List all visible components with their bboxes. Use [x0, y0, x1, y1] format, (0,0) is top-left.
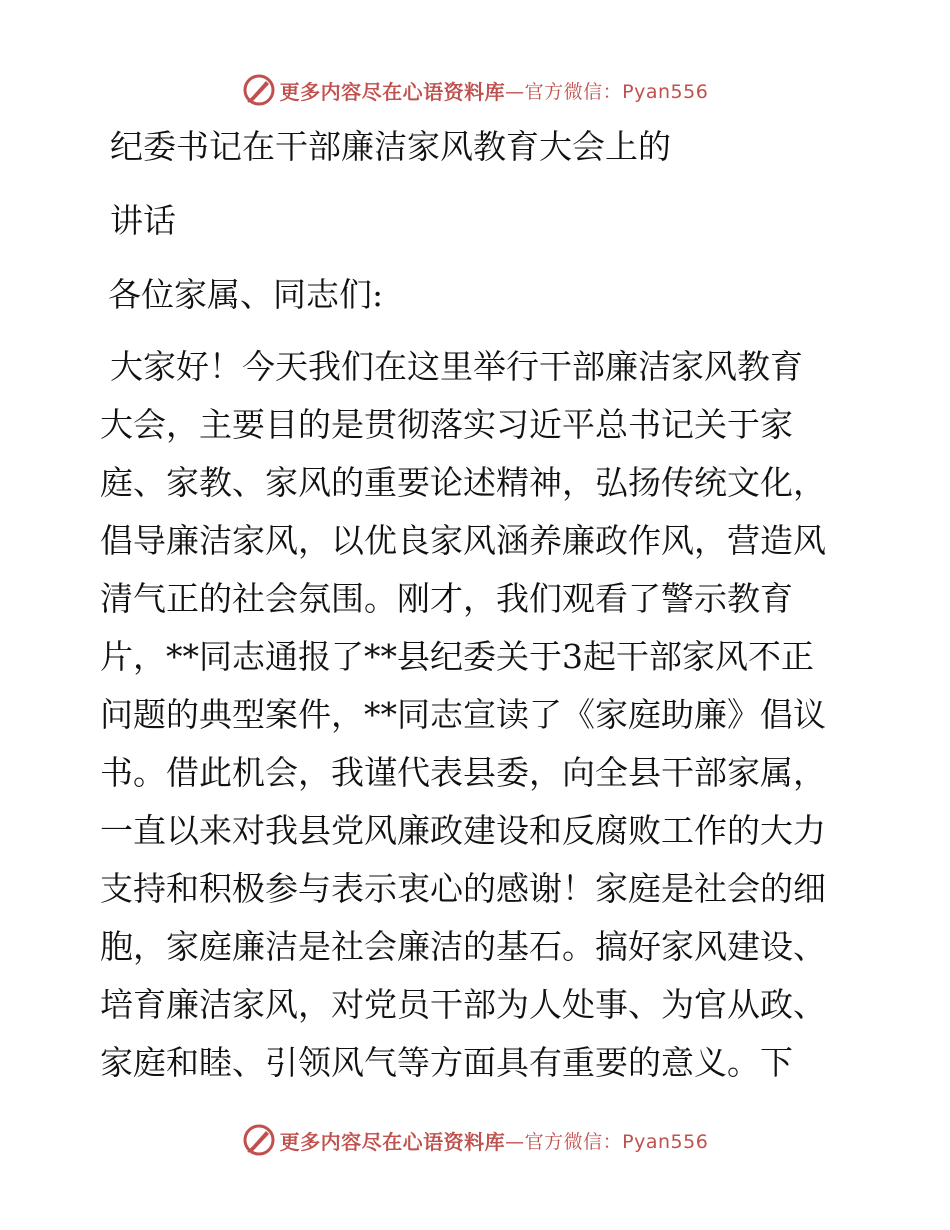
- watermark-text: 更多内容尽在心语资料库: [279, 79, 506, 104]
- paragraph-line: 庭、家教、家风的重要论述精神，弘扬传统文化，: [100, 463, 826, 502]
- document-title-line-2: 讲话: [110, 201, 176, 240]
- watermark-text: 更多内容尽在心语资料库: [279, 1129, 506, 1154]
- document-title-line-1: 纪委书记在干部廉洁家风教育大会上的: [110, 127, 671, 166]
- paragraph-line: 倡导廉洁家风，以优良家风涵养廉政作风，营造风: [100, 521, 826, 560]
- paragraph-line: 支持和积极参与表示衷心的感谢！家庭是社会的细: [100, 869, 826, 908]
- paragraph-line: 片，**同志通报了**县纪委关于3起干部家风不正: [100, 637, 814, 676]
- document-body: [100, 118, 860, 1092]
- paragraph-line: 胞，家庭廉洁是社会廉洁的基石。搞好家风建设、: [100, 927, 826, 966]
- watermark-contact: —官方微信：Pyan556: [505, 80, 709, 103]
- footer-watermark: [0, 1120, 950, 1160]
- paragraph-line: 家庭和睦、引领风气等方面具有重要的意义。下: [100, 1043, 793, 1082]
- paragraph-line: 一直以来对我县党风廉政建设和反腐败工作的大力: [100, 811, 826, 850]
- quill-logo-icon: [242, 73, 276, 107]
- paragraph-line: 培育廉洁家风，对党员干部为人处事、为官从政、: [100, 985, 826, 1024]
- paragraph-line: 问题的典型案件，**同志宣读了《家庭助廉》倡议: [100, 695, 826, 734]
- paragraph-line: 大家好！今天我们在这里举行干部廉洁家风教育: [110, 347, 803, 386]
- paragraph-line: 大会，主要目的是贯彻落实习近平总书记关于家: [100, 405, 793, 444]
- watermark-contact: —官方微信：Pyan556: [505, 1130, 709, 1153]
- paragraph-line: 书。借此机会，我谨代表县委，向全县干部家属，: [100, 753, 826, 792]
- paragraph-line: 清气正的社会氛围。刚才，我们观看了警示教育: [100, 579, 793, 618]
- salutation: 各位家属、同志们:: [108, 275, 384, 314]
- header-watermark: [0, 70, 950, 110]
- quill-logo-icon: [242, 1123, 276, 1157]
